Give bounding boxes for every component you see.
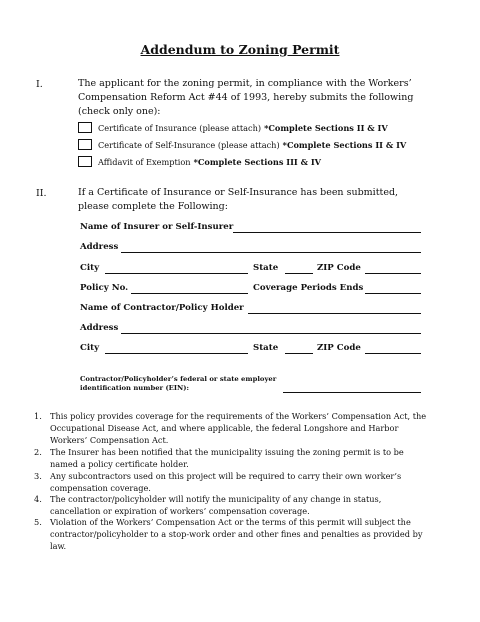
address-label: Address xyxy=(80,242,119,252)
city-label: City xyxy=(80,343,100,353)
ein-field[interactable] xyxy=(283,392,421,393)
zip-label: ZIP Code xyxy=(317,263,361,273)
list-item-number: 1. xyxy=(34,411,42,421)
contractor-label: Name of Contractor/Policy Holder xyxy=(80,303,244,313)
contractor-field[interactable] xyxy=(248,313,421,314)
zip-field[interactable] xyxy=(365,273,421,274)
zip-field[interactable] xyxy=(365,353,421,354)
option-affidavit-exemption xyxy=(78,155,321,168)
insurer-label: Name of Insurer or Self-Insurer xyxy=(80,222,234,232)
option-label: Certificate of Self-Insurance (please attach) xyxy=(98,139,280,150)
checkbox-certificate-insurance[interactable] xyxy=(78,122,92,133)
list-item xyxy=(0,410,480,445)
ein-label: Contractor/Policyholder’s federal or state employer identification number (EIN): xyxy=(80,375,277,392)
list-item xyxy=(0,493,480,517)
state-field[interactable] xyxy=(285,353,313,354)
policy-field[interactable] xyxy=(131,293,248,294)
list-item-text: Violation of the Workers’ Compensation Act or the terms of this permit will subject the contractor/policyholder to a stop-work order and other fines and penalties as provided by law. xyxy=(50,517,423,551)
list-item-number: 4. xyxy=(34,494,42,504)
zip-label: ZIP Code xyxy=(317,343,361,353)
coverage-field[interactable] xyxy=(365,293,421,294)
city-label: City xyxy=(80,263,100,273)
address-field[interactable] xyxy=(121,333,421,334)
policy-label: Policy No. xyxy=(80,283,129,293)
checkbox-affidavit-exemption[interactable] xyxy=(78,156,92,167)
checkbox-certificate-self-insurance[interactable] xyxy=(78,139,92,150)
section-1-numeral: I. xyxy=(36,79,43,90)
list-item xyxy=(0,446,480,470)
city-field[interactable] xyxy=(105,273,248,274)
address-label: Address xyxy=(80,323,119,333)
section-2-text: If a Certificate of Insurance or Self-Insurance has been submitted, please complete the Following: xyxy=(78,187,399,212)
coverage-label: Coverage Periods Ends xyxy=(253,283,364,293)
section-2-numeral: II. xyxy=(36,188,47,199)
option-label: Affidavit of Exemption xyxy=(98,156,191,167)
option-certificate-self-insurance xyxy=(78,138,406,151)
state-label: State xyxy=(253,263,279,273)
page-title: Addendum to Zoning Permit xyxy=(140,42,340,57)
list-item-number: 2. xyxy=(34,447,42,457)
state-field[interactable] xyxy=(285,273,313,274)
city-field[interactable] xyxy=(105,353,248,354)
list-item-text: This policy provides coverage for the requirements of the Workers’ Compensation Act, the Occupational Disease Act, and where applicable, the federal Longshore and Harbor Workers’ Compensation Act. xyxy=(50,411,427,445)
option-certificate-insurance xyxy=(78,121,388,134)
list-item-text: Any subcontractors used on this project will be required to carry their own worker’s compensation coverage. xyxy=(50,471,402,493)
state-label: State xyxy=(253,343,279,353)
option-note: *Complete Sections II & IV xyxy=(264,122,388,133)
option-note: *Complete Sections II & IV xyxy=(282,139,407,150)
list-item-text: The contractor/policyholder will notify the municipality of any change in status, cancellation or expiration of workers’ compensation coverage. xyxy=(50,494,382,516)
insurer-field[interactable] xyxy=(233,232,421,233)
address-field[interactable] xyxy=(121,252,421,253)
option-note: *Complete Sections III & IV xyxy=(193,156,322,167)
list-item-text: The Insurer has been notified that the municipality issuing the zoning permit is to be named a policy certificate holder. xyxy=(50,447,404,469)
list-item xyxy=(0,516,480,552)
list-item-number: 5. xyxy=(34,517,42,527)
section-1-text: The applicant for the zoning permit, in compliance with the Workers’ Compensation Reform Act #44 of 1993, hereby submits the following (check only one): xyxy=(78,78,414,117)
option-label: Certificate of Insurance (please attach) xyxy=(98,122,262,133)
list-item xyxy=(0,470,480,494)
list-item-number: 3. xyxy=(34,471,42,481)
